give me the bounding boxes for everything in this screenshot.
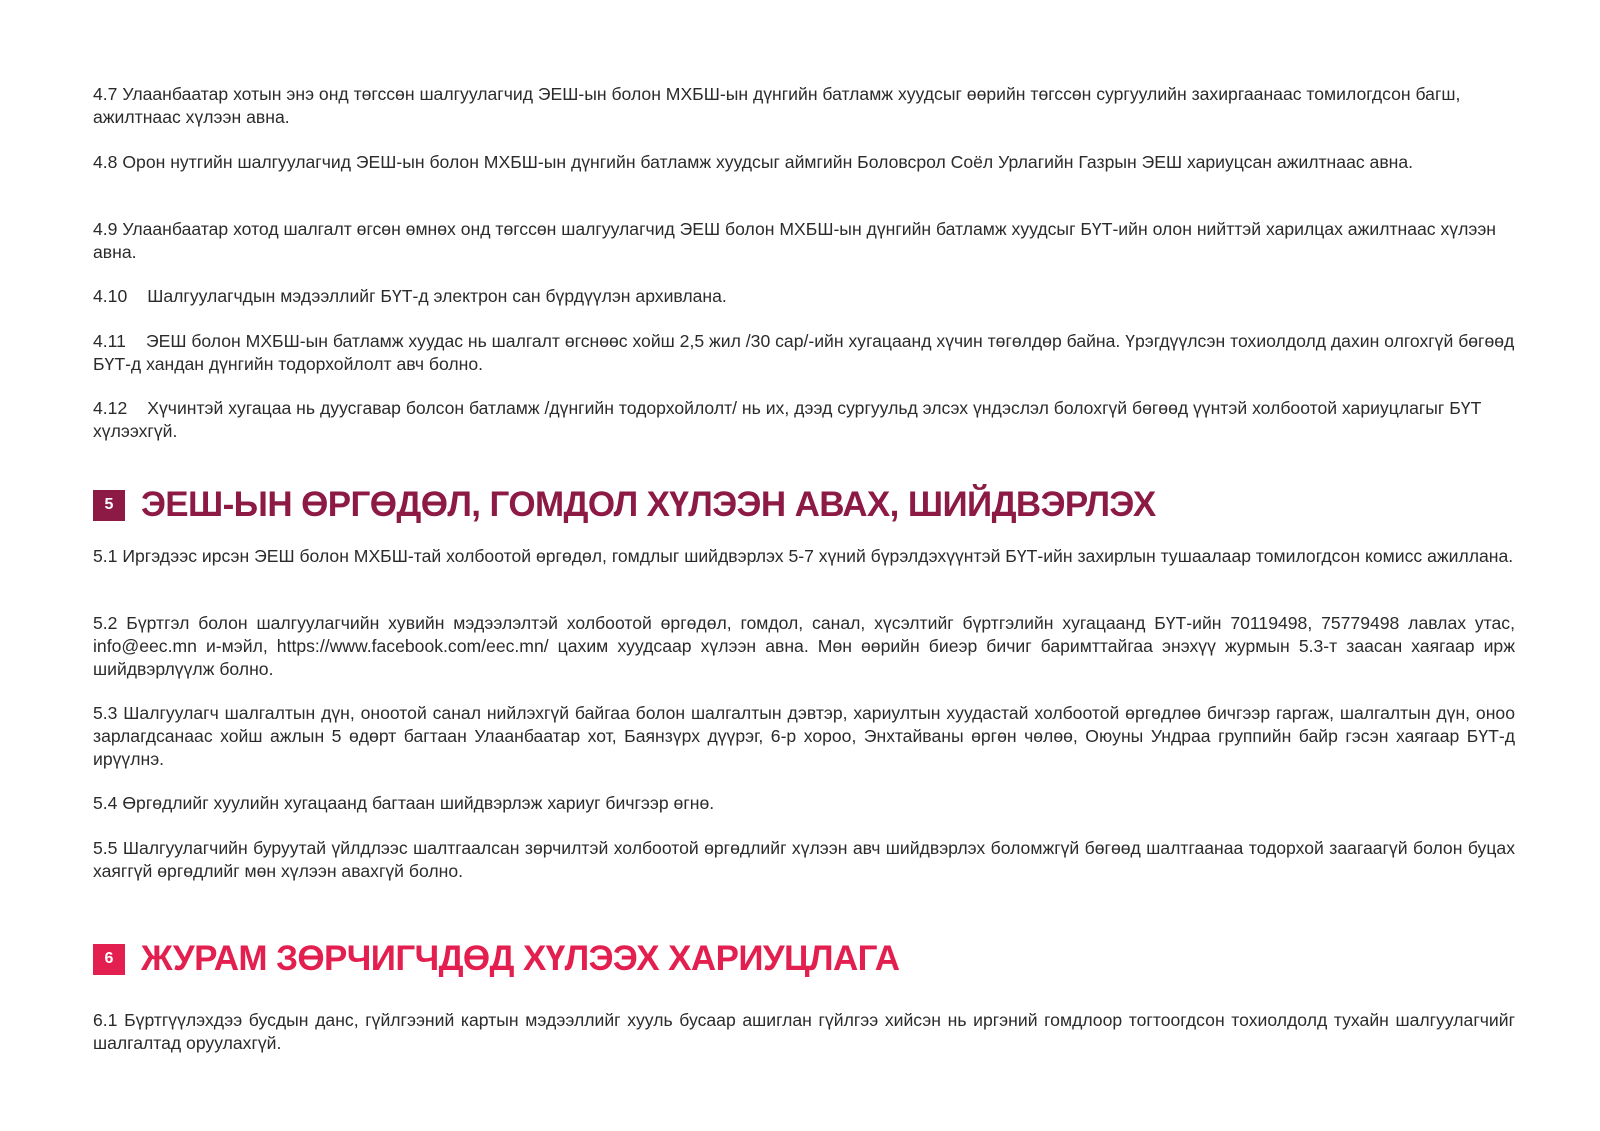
- paragraph-4-10: [93, 285, 1515, 308]
- paragraph-5-2: 5.2 Бүртгэл болон шалгуулагчийн хувийн мэдээлэлтэй холбоотой өргөдөл, гомдол, санал, хүсэлтийг бүртгэлийн хугацаанд БҮТ-ийн 70119498, 75779498 лавлах утас, info@eec.mn и-мэйл, https://www.facebook.com/eec.mn/ цахим хуудсаар хүлээн авна. Мөн өөрийн биеэр бичиг баримттайгаа энэхүү журмын 5.3-т заасан хаягаар ирж шийдвэрлүүлж болно.: [93, 613, 1515, 679]
- paragraph-number: 4.11: [93, 331, 126, 351]
- paragraph-4-8: 4.8 Орон нутгийн шалгуулагчид ЭЕШ-ын болон МХБШ-ын дүнгийн батламж хуудсыг аймгийн Боловсрол Соёл Урлагийн Газрын ЭЕШ хариуцсан ажилтнаас авна.: [93, 152, 1414, 172]
- paragraph-number: 4.12: [93, 398, 128, 418]
- paragraph-4-7: 4.7 Улаанбаатар хотын энэ онд төгссөн шалгуулагчид ЭЕШ-ын болон МХБШ-ын дүнгийн батламж хуудсыг өөрийн төгссөн сургуулийн захиргаанаас томилогдсон багш, ажилтнаас хүлээн авна.: [93, 84, 1461, 127]
- paragraph-text: ЭЕШ болон МХБШ-ын батламж хуудас нь шалгалт өгснөөс хойш 2,5 жил /30 сар/-ийн хугацаанд хүчин төгөлдөр байна. Үрэгдүүлсэн тохиолдолд дахин олгохгүй бөгөөд БҮТ-д хандан дүнгийн тодорхойлолт авч болно.: [93, 331, 1515, 374]
- section-title: ЭЕШ-ЫН ӨРГӨДӨЛ, ГОМДОЛ ХҮЛЭЭН АВАХ, ШИЙДВЭРЛЭХ: [141, 485, 1156, 524]
- section-6-heading: [93, 937, 899, 981]
- section-number-badge: 6: [93, 944, 125, 975]
- section-title: ЖУРАМ ЗӨРЧИГЧДӨД ХҮЛЭЭХ ХАРИУЦЛАГА: [141, 939, 900, 978]
- section-number-badge: 5: [93, 490, 125, 521]
- paragraph-text: Шалгуулагчдын мэдээллийг БҮТ-д электрон сан бүрдүүлэн архивлана.: [147, 286, 727, 306]
- paragraph-4-9: 4.9 Улаанбаатар хотод шалгалт өгсөн өмнөх онд төгссөн шалгуулагчид ЭЕШ болон МХБШ-ын дүнгийн батламж хуудсыг БҮТ-ийн олон нийттэй харилцах ажилтнаас хүлээн авна.: [93, 219, 1497, 262]
- paragraph-4-12: [93, 397, 1515, 443]
- paragraph-5-5: 5.5 Шалгуулагчийн буруутай үйлдлээс шалтгаалсан зөрчилтэй холбоотой өргөдлийг хүлээн авч шийдвэрлэх боломжгүй бөгөөд шалтгаанаа тодорхой заагаагүй болон буцах хаяггүй өргөдлийг мөн хүлээн авахгүй болно.: [93, 838, 1515, 881]
- paragraph-4-11: [93, 330, 1515, 376]
- paragraph-5-1: 5.1 Иргэдээс ирсэн ЭЕШ болон МХБШ-тай холбоотой өргөдөл, гомдлыг шийдвэрлэх 5-7 хүний бүрэлдэхүүнтэй БҮТ-ийн захирлын тушаалаар томилогдсон комисс ажиллана.: [93, 546, 1514, 566]
- paragraph-5-4: 5.4 Өргөдлийг хуулийн хугацаанд багтаан шийдвэрлэж хариуг бичгээр өгнө.: [93, 793, 715, 813]
- paragraph-6-1: 6.1 Бүртгүүлэхдээ бусдын данс, гүйлгээний картын мэдээллийг хууль бусаар ашиглан гүйлгээ хийсэн нь иргэний гомдлоор тогтоогдсон тохиолдолд тухайн шалгуулагчийг шалгалтад оруулахгүй.: [93, 1010, 1515, 1053]
- section-5-heading: [93, 483, 1156, 527]
- paragraph-number: 4.10: [93, 286, 128, 306]
- paragraph-5-3: 5.3 Шалгуулагч шалгалтын дүн, оноотой санал нийлэхгүй байгаа болон шалгалтын дэвтэр, хариултын хуудастай холбоотой өргөдлөө бичгээр гаргаж, шалгалтын дүн, оноо зарлагдсанаас хойш ажлын 5 өдөрт багтаан Улаанбаатар хот, Баянзүрх дүүрэг, 6-р хороо, Энхтайваны өргөн чөлөө, Оюуны Ундраа группийн байр гэсэн хаягаар БҮТ-д ирүүлнэ.: [93, 703, 1515, 769]
- paragraph-text: Хүчинтэй хугацаа нь дуусгавар болсон батламж /дүнгийн тодорхойлолт/ нь их, дээд сургуульд элсэх үндэслэл болохгүй бөгөөд үүнтэй холбоотой хариуцлагыг БҮТ хүлээхгүй.: [93, 398, 1482, 441]
